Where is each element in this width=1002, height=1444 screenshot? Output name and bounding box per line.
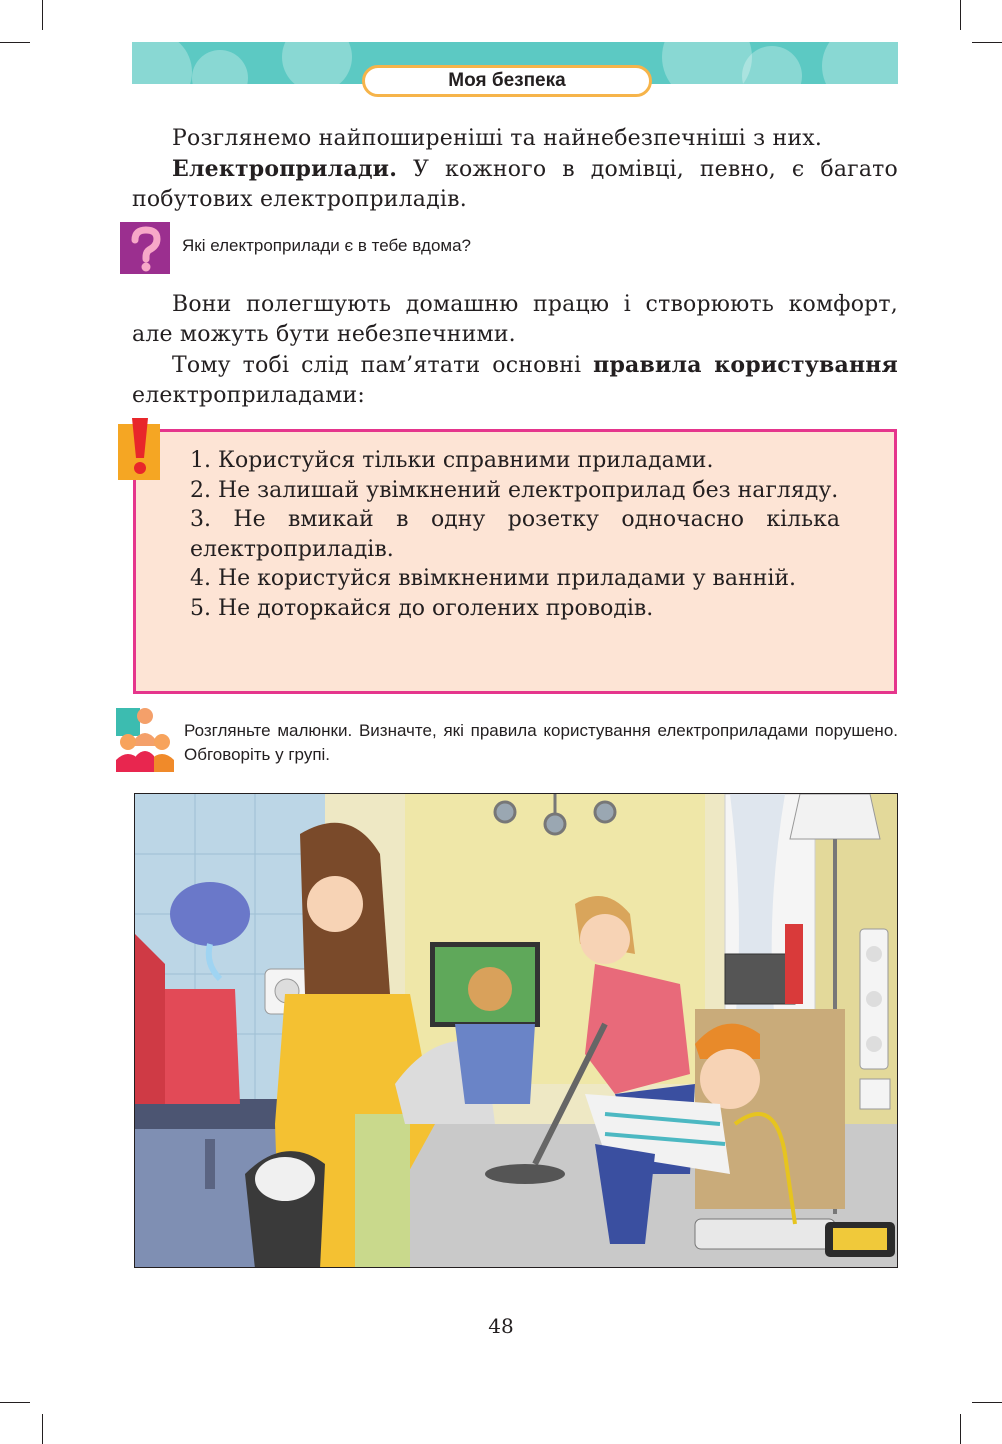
rule-item: 3. Не вмикай в одну розетку одночасно кілька електроприладів. <box>190 507 840 562</box>
crop-mark <box>972 1402 1002 1403</box>
paragraph <box>132 290 898 350</box>
decor-bubble <box>132 42 192 84</box>
page-number: 48 <box>488 1314 514 1338</box>
paragraph-text: електроприладами: <box>132 383 366 408</box>
decor-bubble <box>662 42 752 84</box>
paragraph-text: Тому тобі слід пам’ятати основні <box>172 353 594 378</box>
crop-mark <box>972 42 1002 43</box>
illustration-drawing <box>135 794 898 1268</box>
paragraph-text: Вони полегшують домашню працю і створюють комфорт, але можуть бути небезпечними. <box>132 292 898 347</box>
rule-item: 1. Користуйся тільки справними приладами. <box>190 448 714 473</box>
decor-bubble <box>282 42 352 84</box>
paragraph <box>132 124 898 154</box>
paragraph <box>132 350 898 411</box>
decor-bubble <box>822 42 898 84</box>
question-text: Які електроприлади є в тебе вдома? <box>182 236 472 255</box>
crop-mark <box>42 0 43 30</box>
crop-mark <box>960 0 961 30</box>
crop-mark <box>0 1402 30 1403</box>
paragraph <box>132 154 898 215</box>
group-work-icon <box>116 706 174 772</box>
rule-item: 4. Не користуйся ввімкненими приладами у ванній. <box>190 566 797 591</box>
group-task-text: Розгляньте малюнки. Визначте, які правила користування електроприладами порушено. Обговоріть у групі. <box>184 721 898 764</box>
term-bold: Електроприлади. <box>172 156 398 182</box>
exclamation-icon <box>118 418 160 480</box>
illustration <box>134 793 898 1268</box>
crop-mark <box>0 42 30 43</box>
paragraph-text: У кожного в домівці, певно, є багато побутових електроприладів. <box>132 157 898 212</box>
rule-item: 5. Не доторкайся до оголених проводів. <box>190 595 654 621</box>
crop-mark <box>42 1414 43 1444</box>
rule-item: 2. Не залишай увімкнений електроприлад без нагляду. <box>190 477 839 503</box>
rules-list <box>190 446 840 623</box>
paragraph-text: Розглянемо найпоширеніші та найнебезпечніші з них. <box>172 126 823 151</box>
question-mark-icon <box>120 222 170 274</box>
decor-bubble <box>192 50 248 84</box>
section-title: Моя безпека <box>362 65 652 97</box>
crop-mark <box>960 1414 961 1444</box>
term-bold: правила користування <box>593 352 899 378</box>
